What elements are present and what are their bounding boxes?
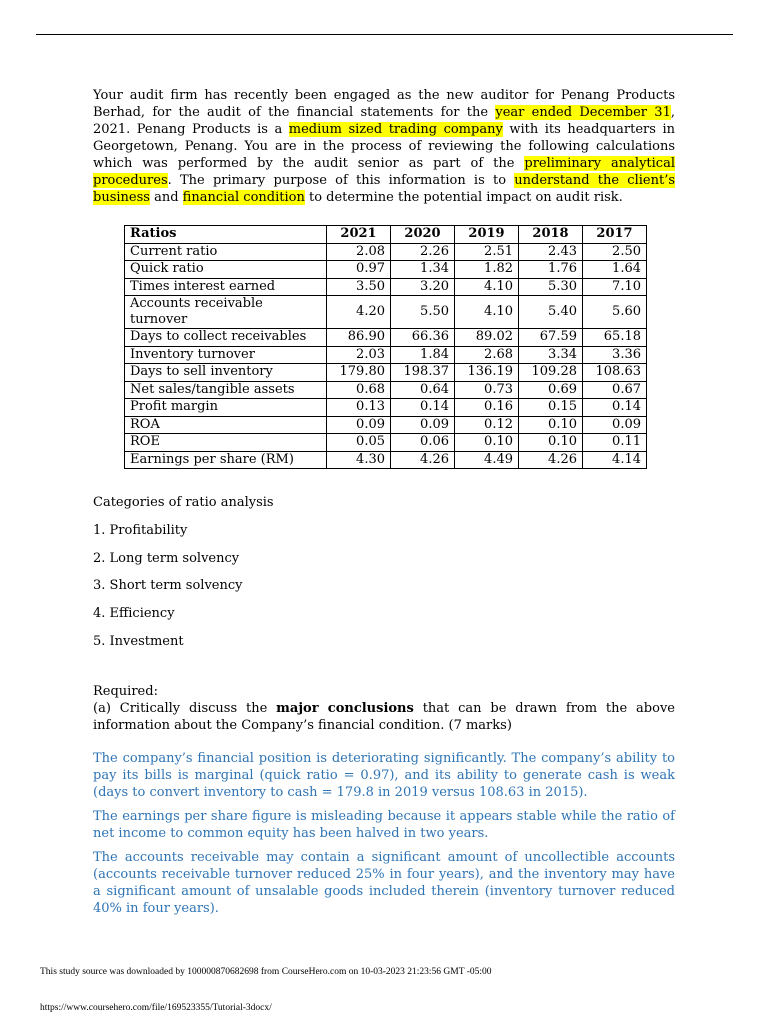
ratio-name-cell: Days to collect receivables xyxy=(125,329,327,347)
ratio-value-cell: 3.50 xyxy=(327,278,391,296)
categories-title: Categories of ratio analysis xyxy=(93,495,274,510)
ratio-value-cell: 0.97 xyxy=(327,261,391,279)
ratio-value-cell: 0.14 xyxy=(583,399,647,417)
table-row xyxy=(125,296,647,329)
table-row xyxy=(125,278,647,296)
ratio-value-cell: 0.11 xyxy=(583,434,647,452)
header-year: 2021 xyxy=(327,226,391,244)
ratio-value-cell: 0.64 xyxy=(391,381,455,399)
intro-text-6: to determine the potential impact on audit risk. xyxy=(304,190,623,205)
intro-text-3: with its headquarters in Georgetown, Penang. You are in the process of reviewing the following calculations which was performed by the audit senior as part of the xyxy=(93,122,675,171)
ratio-name-cell: Accounts receivable turnover xyxy=(125,296,327,329)
top-rule xyxy=(36,34,733,35)
highlight-financial-condition: financial condition xyxy=(182,190,305,205)
ratio-value-cell: 0.09 xyxy=(327,416,391,434)
ratio-value-cell: 0.14 xyxy=(391,399,455,417)
categories-section xyxy=(93,495,675,650)
ratio-value-cell: 2.08 xyxy=(327,243,391,261)
ratio-value-cell: 108.63 xyxy=(583,364,647,382)
ratio-value-cell: 136.19 xyxy=(455,364,519,382)
ratio-value-cell: 1.64 xyxy=(583,261,647,279)
ratio-value-cell: 1.76 xyxy=(519,261,583,279)
ratio-value-cell: 0.10 xyxy=(519,416,583,434)
table-row xyxy=(125,416,647,434)
intro-text-2: , 2021. Penang Products is a xyxy=(93,105,675,137)
table-row xyxy=(125,451,647,469)
category-item: 5. Investment xyxy=(93,633,184,649)
ratio-value-cell: 0.09 xyxy=(583,416,647,434)
ratio-value-cell: 4.26 xyxy=(391,451,455,469)
ratio-value-cell: 0.09 xyxy=(391,416,455,434)
ratio-name-cell: Profit margin xyxy=(125,399,327,417)
intro-text-4: . The primary purpose of this information is to xyxy=(167,173,515,188)
answer-section xyxy=(93,750,675,917)
ratio-name-cell: Earnings per share (RM) xyxy=(125,451,327,469)
ratio-value-cell: 0.15 xyxy=(519,399,583,417)
ratio-name-cell: Days to sell inventory xyxy=(125,364,327,382)
ratio-value-cell: 5.30 xyxy=(519,278,583,296)
question-text: that can be drawn from the above information about the Company’s financial condition. (7 marks) xyxy=(93,700,675,733)
ratio-value-cell: 4.14 xyxy=(583,451,647,469)
ratio-value-cell: 0.10 xyxy=(455,434,519,452)
ratio-value-cell: 4.10 xyxy=(455,296,519,329)
highlight-procedures: preliminary analytical procedures xyxy=(93,156,675,188)
answer-paragraph: The earnings per share figure is misleading because it appears stable while the ratio of net income to common equity has been halved in two years. xyxy=(93,808,675,841)
question-a xyxy=(93,700,675,734)
table-body xyxy=(125,243,647,469)
ratio-value-cell: 1.82 xyxy=(455,261,519,279)
required-section xyxy=(93,683,675,734)
header-year: 2019 xyxy=(455,226,519,244)
table-row xyxy=(125,434,647,452)
ratio-value-cell: 179.80 xyxy=(327,364,391,382)
ratio-value-cell: 0.06 xyxy=(391,434,455,452)
ratio-name-cell: Times interest earned xyxy=(125,278,327,296)
ratio-value-cell: 0.16 xyxy=(455,399,519,417)
table-row xyxy=(125,261,647,279)
download-note: This study source was downloaded by 100000870682698 from CourseHero.com on 10-03-2023 21:23:56 GMT -05:00 xyxy=(40,967,492,977)
ratio-value-cell: 2.51 xyxy=(455,243,519,261)
ratio-value-cell: 2.50 xyxy=(583,243,647,261)
ratio-value-cell: 86.90 xyxy=(327,329,391,347)
table-row xyxy=(125,399,647,417)
category-item: 2. Long term solvency xyxy=(93,550,240,566)
required-label: Required: xyxy=(93,683,158,699)
source-url: https://www.coursehero.com/file/169523355/Tutorial-3docx/ xyxy=(40,1003,272,1013)
intro-text-5: and xyxy=(149,190,183,205)
category-item: 3. Short term solvency xyxy=(93,578,243,594)
ratio-value-cell: 0.73 xyxy=(455,381,519,399)
ratio-value-cell: 4.20 xyxy=(327,296,391,329)
ratio-value-cell: 3.34 xyxy=(519,346,583,364)
ratio-value-cell: 66.36 xyxy=(391,329,455,347)
intro-text-1: Your audit firm has recently been engaged as the new auditor for Penang Products Berhad, for the audit of the financial statements for the xyxy=(93,88,675,120)
header-ratios: Ratios xyxy=(125,226,327,244)
ratio-name-cell: ROE xyxy=(125,434,327,452)
ratio-value-cell: 3.20 xyxy=(391,278,455,296)
ratio-value-cell: 109.28 xyxy=(519,364,583,382)
ratio-value-cell: 67.59 xyxy=(519,329,583,347)
ratio-value-cell: 89.02 xyxy=(455,329,519,347)
table-row xyxy=(125,329,647,347)
answer-paragraph: The accounts receivable may contain a significant amount of uncollectible accounts (accounts receivable turnover reduced 25% in four years), and the inventory may have a significant amount of unsalable goods included therein (inventory turnover reduced 40% in four years). xyxy=(93,849,675,916)
ratio-value-cell: 1.34 xyxy=(391,261,455,279)
ratio-value-cell: 0.13 xyxy=(327,399,391,417)
category-item: 1. Profitability xyxy=(93,522,188,538)
header-year: 2017 xyxy=(583,226,647,244)
ratio-name-cell: Current ratio xyxy=(125,243,327,261)
highlight-business: understand the client’s business xyxy=(93,173,675,205)
highlight-year-end: year ended December 31 xyxy=(495,105,671,120)
ratio-name-cell: Quick ratio xyxy=(125,261,327,279)
ratio-value-cell: 7.10 xyxy=(583,278,647,296)
document-body xyxy=(93,87,675,924)
highlight-company-size: medium sized trading company xyxy=(288,122,503,137)
ratio-value-cell: 5.60 xyxy=(583,296,647,329)
table-row xyxy=(125,381,647,399)
intro-paragraph xyxy=(93,87,675,206)
table-row xyxy=(125,346,647,364)
ratio-value-cell: 0.67 xyxy=(583,381,647,399)
category-item: 4. Efficiency xyxy=(93,606,175,622)
header-year: 2020 xyxy=(391,226,455,244)
ratio-value-cell: 0.69 xyxy=(519,381,583,399)
ratio-value-cell: 0.05 xyxy=(327,434,391,452)
ratio-value-cell: 2.68 xyxy=(455,346,519,364)
ratio-value-cell: 3.36 xyxy=(583,346,647,364)
answer-paragraph: The company’s financial position is deteriorating significantly. The company’s ability to pay its bills is marginal (quick ratio = 0.97), and its ability to generate cash is weak (days to convert inventory to cash = 179.8 in 2019 versus 108.63 in 2015). xyxy=(93,750,675,800)
ratio-value-cell: 198.37 xyxy=(391,364,455,382)
ratio-name-cell: ROA xyxy=(125,416,327,434)
ratio-value-cell: 2.03 xyxy=(327,346,391,364)
header-year: 2018 xyxy=(519,226,583,244)
ratio-value-cell: 4.30 xyxy=(327,451,391,469)
ratios-table xyxy=(124,225,647,469)
ratio-name-cell: Net sales/tangible assets xyxy=(125,381,327,399)
ratio-value-cell: 0.12 xyxy=(455,416,519,434)
ratio-value-cell: 5.40 xyxy=(519,296,583,329)
table-row xyxy=(125,243,647,261)
ratio-value-cell: 2.43 xyxy=(519,243,583,261)
ratio-value-cell: 0.68 xyxy=(327,381,391,399)
ratio-value-cell: 4.10 xyxy=(455,278,519,296)
ratio-value-cell: 0.10 xyxy=(519,434,583,452)
ratio-value-cell: 65.18 xyxy=(583,329,647,347)
question-emphasis: major conclusions xyxy=(276,700,414,716)
ratio-value-cell: 2.26 xyxy=(391,243,455,261)
ratio-value-cell: 1.84 xyxy=(391,346,455,364)
question-text: (a) Critically discuss the xyxy=(93,700,277,716)
ratio-value-cell: 4.49 xyxy=(455,451,519,469)
ratio-name-cell: Inventory turnover xyxy=(125,346,327,364)
table-row xyxy=(125,364,647,382)
table-header-row xyxy=(125,226,647,244)
ratio-value-cell: 4.26 xyxy=(519,451,583,469)
ratio-value-cell: 5.50 xyxy=(391,296,455,329)
